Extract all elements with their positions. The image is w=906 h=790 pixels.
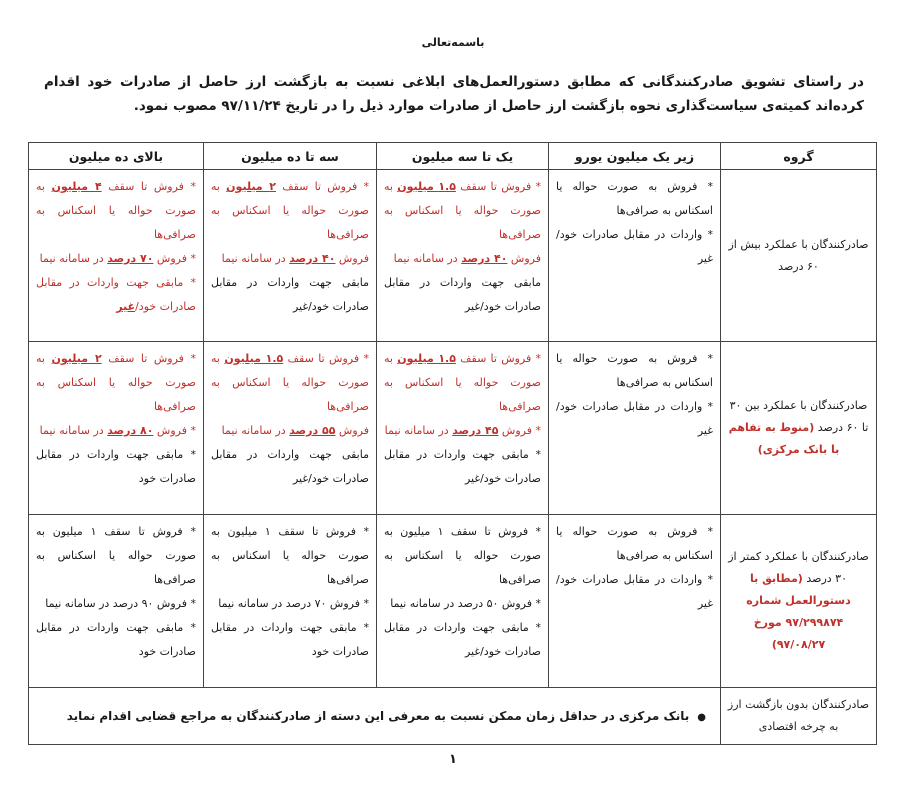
group-note: (منوط به تفاهم با بانک مرکزی) — [728, 421, 840, 456]
rule-item: * فروش به صورت حواله یا اسکناس به صرافی‌ها — [556, 352, 713, 389]
rule-item: * مابقی جهت واردات در مقابل صادرات خود — [36, 621, 196, 658]
rule-item: * فروش تا سقف ۲ میلیون به صورت حواله یا اسکناس به صرافی‌ها — [36, 352, 196, 413]
intro-paragraph: در راستای تشویق صادرکنندگانی که مطابق دستورالعمل‌های ابلاغی نسبت به بازگشت ارز حاصل از صادرات خود اقدام کرده‌اند کمیته‌ی سیاست‌گذاری نحوه بازگشت ارز حاصل از صادرات موارد ذیل را در تاریخ ۹۷/۱۱/۲۴ مصوب نمود. — [44, 74, 864, 114]
rule-item: * واردات در مقابل صادرات خود/غیر — [556, 400, 713, 437]
page-number: ۱ — [449, 752, 457, 767]
rule-item: * فروش تا سقف ۴ میلیون به صورت حواله یا اسکناس به صرافی‌ها — [36, 180, 196, 241]
table-header-row — [29, 143, 877, 170]
rule-item: * واردات در مقابل صادرات خود/غیر — [556, 573, 713, 610]
cell-under-one — [549, 170, 721, 342]
rule-item: * فروش تا سقف ۱.۵ میلیون به صورت حواله یا اسکناس به صرافی‌ها — [384, 352, 541, 413]
rule-item: * فروش ۸۰ درصد در سامانه نیما — [39, 424, 196, 437]
rule-item: * فروش تا سقف ۲ میلیون به صورت حواله یا اسکناس به صرافی‌ها — [211, 180, 369, 241]
rule-item: * فروش تا سقف ۱ میلیون به صورت حواله یا اسکناس به صرافی‌ها — [384, 525, 541, 586]
table-row — [29, 688, 877, 745]
rule-item: * مابقی جهت واردات در مقابل صادرات خود/غیر — [384, 621, 541, 658]
bullet-icon: ● — [697, 712, 706, 723]
rule-item: فروش ۴۰ درصد در سامانه نیما — [221, 252, 369, 265]
group-cell: صادرکنندگان با عملکرد کمتر از ۳۰ درصد (مطابق با دستورالعمل شماره ۹۷/۲۹۹۸۷۴ مورخ ۹۷/۰۸/۲۷) — [721, 515, 877, 688]
rule-item: * فروش ۴۵ درصد در سامانه نیما — [384, 424, 541, 437]
table-row — [29, 342, 877, 515]
cell-under-one — [549, 515, 721, 688]
group-note: (مطابق با دستورالعمل شماره ۹۷/۲۹۹۸۷۴ مورخ ۹۷/۰۸/۲۷) — [746, 572, 851, 651]
group-cell: صادرکنندگان با عملکرد بیش از ۶۰ درصد — [721, 170, 877, 342]
header-one-to-three-million: یک تا سه میلیون — [377, 143, 549, 170]
cell-above-ten — [29, 342, 204, 515]
central-bank-note: ●بانک مرکزی در حداقل زمان ممکن نسبت به معرفی این دسته از صادرکنندگان به مراجع قضایی اقدام نماید — [29, 688, 721, 745]
rule-item: فروش ۴۰ درصد در سامانه نیما — [393, 252, 541, 265]
cell-under-one — [549, 342, 721, 515]
cell-three-to-ten — [204, 515, 377, 688]
header-three-to-ten-million: سه تا ده میلیون — [204, 143, 377, 170]
cell-one-to-three — [377, 342, 549, 515]
rule-item: * فروش ۷۰ درصد در سامانه نیما — [39, 252, 196, 265]
rule-item: * فروش ۷۰ درصد در سامانه نیما — [218, 597, 369, 610]
rule-item: * مابقی جهت واردات در مقابل صادرات خود/غیر — [36, 276, 196, 313]
export-policy-table — [28, 142, 877, 745]
cell-one-to-three — [377, 515, 549, 688]
rule-item: * فروش تا سقف ۱.۵ میلیون به صورت حواله یا اسکناس به صرافی‌ها — [211, 352, 369, 413]
header-group: گروه — [721, 143, 877, 170]
table-row — [29, 515, 877, 688]
rule-item: * فروش به صورت حواله یا اسکناس به صرافی‌ها — [556, 180, 713, 217]
rule-item: مابقی جهت واردات در مقابل صادرات خود/غیر — [384, 276, 541, 313]
cell-three-to-ten — [204, 170, 377, 342]
rule-item: * فروش تا سقف ۱ میلیون به صورت حواله یا اسکناس به صرافی‌ها — [36, 525, 196, 586]
rule-item: * فروش ۹۰ درصد در سامانه نیما — [45, 597, 196, 610]
rule-item: * فروش ۵۰ درصد در سامانه نیما — [390, 597, 541, 610]
cell-above-ten — [29, 170, 204, 342]
cell-one-to-three — [377, 170, 549, 342]
rule-item: مابقی جهت واردات در مقابل صادرات خود/غیر — [211, 448, 369, 485]
cell-above-ten — [29, 515, 204, 688]
group-cell: صادرکنندگان بدون بازگشت ارز به چرخه اقتصادی — [721, 688, 877, 745]
rule-item: * واردات در مقابل صادرات خود/غیر — [556, 228, 713, 265]
rule-item: * مابقی جهت واردات در مقابل صادرات خود — [36, 448, 196, 485]
table-row — [29, 170, 877, 342]
rule-item: * فروش تا سقف ۱ میلیون به صورت حواله یا اسکناس به صرافی‌ها — [211, 525, 369, 586]
rule-item: فروش ۵۵ درصد در سامانه نیما — [221, 424, 369, 437]
rule-item: مابقی جهت واردات در مقابل صادرات خود/غیر — [211, 276, 369, 313]
rule-item: * مابقی جهت واردات در مقابل صادرات خود — [211, 621, 369, 658]
header-under-one-million: زیر یک میلیون یورو — [549, 143, 721, 170]
group-cell: صادرکنندگان با عملکرد بین ۳۰ تا ۶۰ درصد (منوط به تفاهم با بانک مرکزی) — [721, 342, 877, 515]
rule-item: * فروش تا سقف ۱.۵ میلیون به صورت حواله یا اسکناس به صرافی‌ها — [384, 180, 541, 241]
rule-item: * مابقی جهت واردات در مقابل صادرات خود/غیر — [384, 448, 541, 485]
cell-three-to-ten — [204, 342, 377, 515]
header-above-ten-million: بالای ده میلیون — [29, 143, 204, 170]
rule-item: * فروش به صورت حواله یا اسکناس به صرافی‌ها — [556, 525, 713, 562]
document-heading: باسمه‌تعالی — [421, 36, 485, 49]
